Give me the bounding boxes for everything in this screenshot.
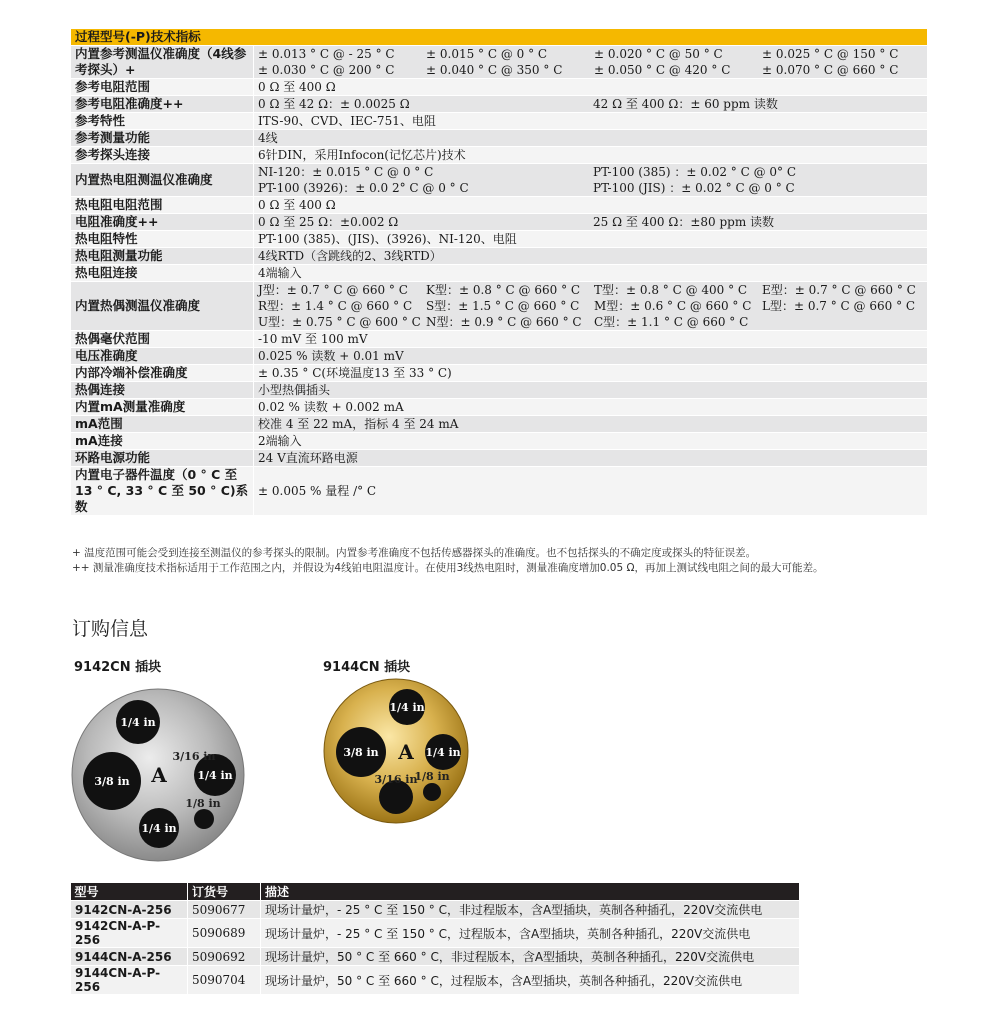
spec-row [71, 96, 928, 113]
spec-value-cell: ± 0.013 ° C @ - 25 ° C [258, 47, 395, 61]
spec-row [71, 348, 928, 365]
spec-value-cell: J型：± 0.7 ° C @ 660 ° C [258, 283, 408, 297]
spec-value-cell: ± 0.030 ° C @ 200 ° C [258, 63, 395, 77]
spec-value: 小型热偶插头 [254, 382, 928, 399]
spec-label: 热电阻连接 [71, 265, 254, 282]
order-col-model: 型号 [71, 883, 188, 901]
spec-table [70, 28, 928, 516]
order-table [70, 883, 800, 995]
spec-label: 参考电阻范围 [71, 79, 254, 96]
spec-value-cell: 0 Ω 至 42 Ω：± 0.0025 Ω [258, 97, 410, 111]
spec-value: ITS-90、CVD、IEC-751、电阻 [254, 113, 928, 130]
hole-9144-5 [423, 783, 441, 801]
spec-label: 内置参考测温仪准确度（4线参考探头）+ [71, 46, 254, 79]
order-part-number: 5090704 [188, 966, 261, 995]
label-9142-hole3: 3/8 in [94, 775, 130, 788]
spec-label: 参考测量功能 [71, 130, 254, 147]
spec-row [71, 197, 928, 214]
spec-row [71, 46, 928, 79]
spec-row [71, 231, 928, 248]
spec-row [71, 416, 928, 433]
label-9144-hole2: 3/8 in [343, 746, 379, 759]
label-9142-hole6: 1/4 in [141, 822, 177, 835]
spec-label: 内置电子器件温度（0 ° C 至 13 ° C, 33 ° C 至 50 ° C)系数 [71, 467, 254, 516]
spec-value [254, 96, 928, 113]
spec-value: 2端输入 [254, 433, 928, 450]
label-9144-hole4: 3/16 in [374, 773, 418, 786]
spec-value [254, 46, 928, 79]
spec-label: 内置热偶测温仪准确度 [71, 282, 254, 331]
spec-label: 电阻准确度++ [71, 214, 254, 231]
spec-label: 内部冷端补偿准确度 [71, 365, 254, 382]
label-9144-center: A [398, 740, 414, 764]
spec-row [71, 433, 928, 450]
spec-row [71, 79, 928, 96]
spec-row [71, 331, 928, 348]
spec-value: ± 0.005 % 量程 /° C [254, 467, 928, 516]
spec-value: 0 Ω 至 400 Ω [254, 79, 928, 96]
spec-value-cell: NI-120：± 0.015 ° C @ 0 ° C [258, 165, 434, 179]
order-col-part: 订货号 [188, 883, 261, 901]
spec-value-cell: T型：± 0.8 ° C @ 400 ° C [594, 283, 748, 297]
order-part-number: 5090692 [188, 948, 261, 966]
spec-value-cell: U型：± 0.75 ° C @ 600 ° C [258, 315, 421, 329]
spec-label: 参考特性 [71, 113, 254, 130]
spec-value: 0.025 % 读数 + 0.01 mV [254, 348, 928, 365]
spec-value-cell: PT-100 (JIS) ：± 0.02 ° C @ 0 ° C [593, 181, 795, 195]
spec-value: 6针DIN，采用Infocon(记忆芯片)技术 [254, 147, 928, 164]
spec-row [71, 214, 928, 231]
label-9144-hole3: 1/4 in [425, 746, 461, 759]
order-part-number: 5090677 [188, 901, 261, 919]
spec-value: 校准 4 至 22 mA，指标 4 至 24 mA [254, 416, 928, 433]
spec-row [71, 282, 928, 331]
spec-value: 4端输入 [254, 265, 928, 282]
label-9144-hole1: 1/4 in [389, 701, 425, 714]
spec-value: ± 0.35 ° C(环境温度13 至 33 ° C) [254, 365, 928, 382]
spec-value-cell: 0 Ω 至 25 Ω：±0.002 Ω [258, 215, 399, 229]
spec-label: 环路电源功能 [71, 450, 254, 467]
order-model: 9144CN-A-P-256 [71, 966, 188, 995]
label-9144-hole5: 1/8 in [414, 770, 450, 783]
spec-value-cell: 25 Ω 至 400 Ω：±80 ppm 读数 [593, 215, 775, 229]
spec-value: PT-100 (385)、(JIS)、(3926)、NI-120、电阻 [254, 231, 928, 248]
order-row [71, 901, 800, 919]
label-9142-hole1: 1/4 in [120, 716, 156, 729]
ordering-title: 订购信息 [72, 618, 149, 640]
order-description: 现场计量炉，- 25 ° C 至 150 ° C，过程版本，含A型插块，英制各种插孔，220V交流供电 [261, 919, 800, 948]
label-9142-hole2: 3/16 in [172, 750, 216, 763]
order-description: 现场计量炉，- 25 ° C 至 150 ° C，非过程版本，含A型插块，英制各种插孔，220V交流供电 [261, 901, 800, 919]
spec-value-cell: C型：± 1.1 ° C @ 660 ° C [594, 315, 749, 329]
label-9142-center: A [151, 763, 167, 787]
spec-row [71, 365, 928, 382]
spec-label: 热电阻测量功能 [71, 248, 254, 265]
order-row [71, 948, 800, 966]
spec-value-cell: 42 Ω 至 400 Ω：± 60 ppm 读数 [593, 97, 778, 111]
spec-label: mA范围 [71, 416, 254, 433]
spec-value-cell: M型：± 0.6 ° C @ 660 ° C [594, 299, 752, 313]
spec-label: 热偶连接 [71, 382, 254, 399]
order-model: 9144CN-A-256 [71, 948, 188, 966]
spec-row [71, 450, 928, 467]
spec-label: 内置热电阻测温仪准确度 [71, 164, 254, 197]
spec-label: 参考探头连接 [71, 147, 254, 164]
spec-value: -10 mV 至 100 mV [254, 331, 928, 348]
spec-row [71, 399, 928, 416]
block-9144-diagram [323, 676, 473, 826]
order-description: 现场计量炉，50 ° C 至 660 ° C，非过程版本，含A型插块，英制各种插孔，220V交流供电 [261, 948, 800, 966]
order-header-row [71, 883, 800, 901]
spec-value-cell: ± 0.050 ° C @ 420 ° C [594, 63, 731, 77]
order-description: 现场计量炉，50 ° C 至 660 ° C，过程版本，含A型插块，英制各种插孔，220V交流供电 [261, 966, 800, 995]
spec-value [254, 164, 928, 197]
spec-value-cell: N型：± 0.9 ° C @ 660 ° C [426, 315, 582, 329]
spec-row [71, 248, 928, 265]
spec-value [254, 282, 928, 331]
spec-row [71, 382, 928, 399]
order-row [71, 966, 800, 995]
order-model: 9142CN-A-P-256 [71, 919, 188, 948]
spec-value: 0 Ω 至 400 Ω [254, 197, 928, 214]
block-9144-title: 9144CN 插块 [323, 660, 411, 675]
block-9142-diagram [70, 686, 250, 866]
spec-value-cell: R型：± 1.4 ° C @ 660 ° C [258, 299, 413, 313]
label-9142-hole4: 1/4 in [197, 769, 233, 782]
spec-label: 电压准确度 [71, 348, 254, 365]
spec-label: 内置mA测量准确度 [71, 399, 254, 416]
spec-value-cell: PT-100 (385) ：± 0.02 ° C @ 0° C [593, 165, 797, 179]
spec-row [71, 164, 928, 197]
spec-row [71, 265, 928, 282]
order-row [71, 919, 800, 948]
spec-value [254, 214, 928, 231]
spec-header-row [71, 29, 928, 46]
spec-label: 参考电阻准确度++ [71, 96, 254, 113]
spec-label: 热偶毫伏范围 [71, 331, 254, 348]
order-model: 9142CN-A-256 [71, 901, 188, 919]
spec-value-cell: K型：± 0.8 ° C @ 660 ° C [426, 283, 581, 297]
footnote-2: ++ 测量准确度技术指标适用于工作范围之内，并假设为4线铂电阻温度计。在使用3线热电阻时，测量准确度增加0.05 Ω，再加上测试线电阻之间的最大可能差。 [72, 562, 824, 574]
hole-9142-5 [194, 809, 214, 829]
spec-value-cell: PT-100 (3926)：± 0.0 2° C @ 0 ° C [258, 181, 469, 195]
spec-value-cell: ± 0.025 ° C @ 150 ° C [762, 47, 899, 61]
spec-value-cell: S型：± 1.5 ° C @ 660 ° C [426, 299, 580, 313]
spec-row [71, 467, 928, 516]
footnote-1: + 温度范围可能会受到连接至测温仪的参考探头的限制。内置参考准确度不包括传感器探头的准确度。也不包括探头的不确定度或探头的特征误差。 [72, 547, 757, 559]
spec-value: 24 V直流环路电源 [254, 450, 928, 467]
spec-label: mA连接 [71, 433, 254, 450]
spec-value-cell [762, 314, 922, 330]
spec-label: 热电阻特性 [71, 231, 254, 248]
spec-row [71, 147, 928, 164]
spec-row [71, 113, 928, 130]
spec-value-cell: ± 0.020 ° C @ 50 ° C [594, 47, 723, 61]
order-col-desc: 描述 [261, 883, 800, 901]
order-part-number: 5090689 [188, 919, 261, 948]
spec-label: 热电阻电阻范围 [71, 197, 254, 214]
spec-value-cell: E型：± 0.7 ° C @ 660 ° C [762, 283, 916, 297]
spec-value: 4线 [254, 130, 928, 147]
label-9142-hole5: 1/8 in [185, 797, 221, 810]
spec-row [71, 130, 928, 147]
spec-value-cell: ± 0.015 ° C @ 0 ° C [426, 47, 548, 61]
spec-value-cell: ± 0.040 ° C @ 350 ° C [426, 63, 563, 77]
spec-value: 0.02 % 读数 + 0.002 mA [254, 399, 928, 416]
spec-value-cell: L型：± 0.7 ° C @ 660 ° C [762, 299, 916, 313]
block-9142-title: 9142CN 插块 [74, 660, 162, 675]
spec-value-cell: ± 0.070 ° C @ 660 ° C [762, 63, 899, 77]
spec-title: 过程型号(-P)技术指标 [71, 29, 928, 46]
spec-value: 4线RTD（含跳线的2、3线RTD） [254, 248, 928, 265]
